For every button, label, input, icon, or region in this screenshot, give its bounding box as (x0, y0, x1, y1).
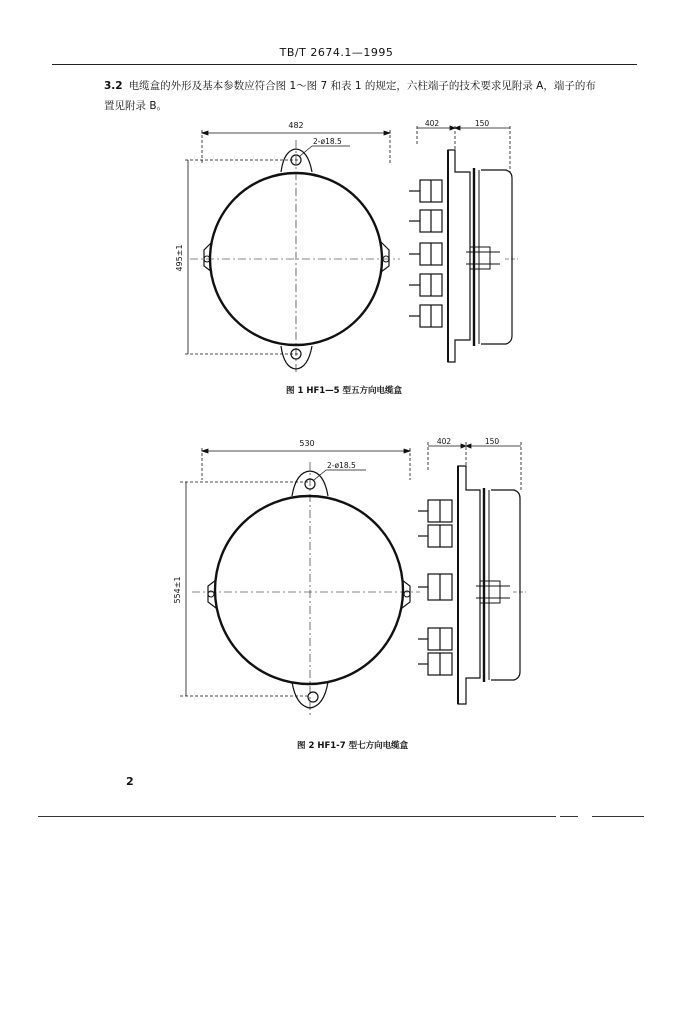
clause-number: 3.2 (104, 80, 123, 92)
fig2-hole-leader (314, 470, 326, 480)
fig1-side-dimensions (417, 126, 510, 172)
footer-rule-segment-right (592, 816, 644, 817)
fig2-side-dim-b: 150 (484, 437, 500, 446)
fig1-side-view (448, 150, 518, 362)
figure-1-caption: 图 1 HF1—5 型五方向电缆盒 (286, 386, 403, 396)
clause-text: 电缆盒的外形及基本参数应符合图 1～图 7 和表 1 的规定，六柱端子的技术要求见附录 A，端子的布置见附录 B。 (104, 80, 596, 112)
fig2-side-dimensions (428, 442, 521, 492)
fig1-height-label: 495±1 (175, 244, 184, 272)
fig2-hole-label: 2-ø18.5 (327, 461, 356, 470)
footer-rule (38, 816, 556, 817)
fig1-cable-glands (409, 180, 442, 327)
footer-rule-segment (560, 816, 578, 817)
fig1-side-dim-a: 402 (424, 119, 440, 128)
fig2-side-view (458, 466, 526, 704)
fig2-bottom-hole (308, 692, 318, 702)
fig1-width-label: 482 (288, 121, 304, 130)
page-header: TB/T 2674.1—1995 (279, 46, 394, 59)
fig2-width-dimension (202, 448, 410, 480)
header-divider (52, 64, 637, 65)
page-number: 2 (126, 775, 134, 788)
figure-2-caption: 图 2 HF1-7 型七方向电缆盒 (297, 741, 409, 751)
fig2-side-dim-a: 402 (436, 437, 452, 446)
fig2-height-dimension (180, 482, 310, 696)
fig2-width-label: 530 (299, 439, 315, 448)
figure-1-drawing (0, 110, 673, 410)
fig1-hole-label: 2-ø18.5 (313, 137, 342, 146)
fig2-main-body (215, 496, 403, 684)
fig2-height-label: 554±1 (173, 576, 182, 604)
fig2-cable-glands (418, 500, 452, 675)
fig1-top-lug (281, 149, 312, 172)
fig1-side-dim-b: 150 (474, 119, 490, 128)
figure-2-drawing (0, 430, 673, 740)
